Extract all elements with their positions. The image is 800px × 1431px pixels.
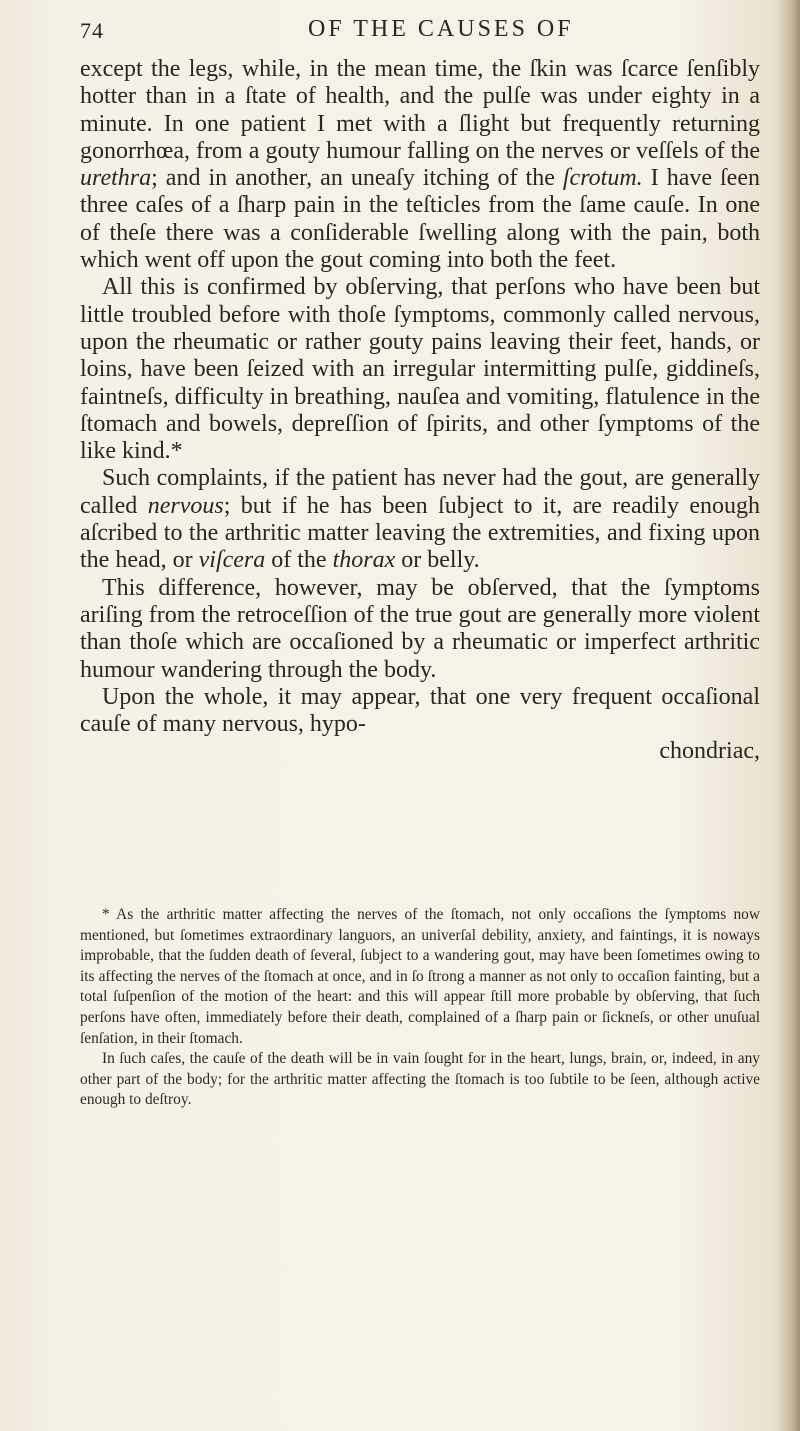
paragraph [80, 465, 760, 574]
term-urethra: urethra [80, 165, 152, 192]
page-number: 74 [80, 18, 104, 43]
paragraph: Upon the whole, it may appear, that one very frequent occaſional cauſe of many nervous, hypo- [80, 683, 760, 738]
paragraph-continued [80, 56, 760, 274]
term-thorax: thorax [332, 547, 396, 574]
catchword: chondriac, [659, 738, 760, 765]
footnote-paragraph: * As the arthritic matter affecting the nerves of the ſtomach, not only occaſions the ſymptoms now mentioned, but ſometimes extraordinary languors, an univerſal debility, anxiety, and faintings, it is noways improbable, that the ſudden death of ſeveral, ſubject to a wandering gout, may have been ſometimes owing to its affecting the nerves of the ſtomach at once, and in ſo ſtrong a manner as not only to occaſion fainting, but a total ſuſpenſion of the motion of the heart: and this will appear ſtill more probable by obſerving, that ſuch perſons have often, immediately before their death, complained of a ſharp pain or ſickneſs, or other unuſual ſenſation, in their ſtomach. [80, 906, 760, 1047]
text-run: or belly. [395, 547, 480, 574]
paragraph: This difference, however, may be obſerved, that the ſymptoms ariſing from the retroceſſion of the true gout are generally more violent than thoſe which are occaſioned by a rheumatic or imperfect arthritic humour wandering through the body. [80, 574, 760, 683]
page-edge-shadow [778, 0, 800, 1431]
text-run: except the legs, while, in the mean time, the ſkin was ſcarce ſenſibly hotter than in a ſtate of health, and the pulſe was under eighty in a minute. In one patient I met with a ſlight but frequently returning gonorrhœa, from a gouty humour falling on the nerves or veſſels of the [80, 56, 760, 164]
text-run: Such complaints, if the patient has never had the gout, are generally called [80, 465, 760, 519]
term-nervous: nervous [147, 492, 224, 519]
paragraph: All this is confirmed by obſerving, that perſons who have been but little troubled before with thoſe ſymptoms, commonly called nervous, upon the rheumatic or rather gouty pains leaving their feet, hands, or loins, have been ſeized with an irregular intermitting pulſe, giddineſs, faintneſs, difficulty in breathing, nauſea and vomiting, flatulence in the ſtomach and bowels, depreſſion of ſpirits, and other ſymptoms of the like kind.* [80, 274, 760, 465]
text-run: ; but if he has been ſubject to it, are readily enough aſcribed to the arthritic matter leaving the extremities, and fixing upon the head, or [80, 492, 760, 574]
text-run: ; and in another, an uneaſy itching of the [151, 165, 563, 192]
footnote-paragraph: In ſuch caſes, the cauſe of the death will be in vain ſought for in the heart, lungs, brain, or, indeed, in any other part of the body; for the arthritic matter affecting the ſtomach is too ſubtile to be ſeen, although active enough to deſtroy. [80, 1050, 760, 1109]
text-run: of the [265, 547, 333, 574]
term-viscera: viſcera [198, 547, 266, 574]
running-head: OF THE CAUSES OF [308, 16, 574, 42]
footnote [80, 905, 760, 1111]
term-scrotum: ſcrotum. [562, 165, 643, 192]
main-text [80, 56, 760, 766]
page-header [80, 10, 760, 50]
text-run: I have ſeen three caſes of a ſharp pain in the teſticles from the ſame cauſe. In one of theſe there was a conſiderable ſwelling along with the pain, both which went off upon the gout coming into both the feet. [80, 165, 760, 274]
